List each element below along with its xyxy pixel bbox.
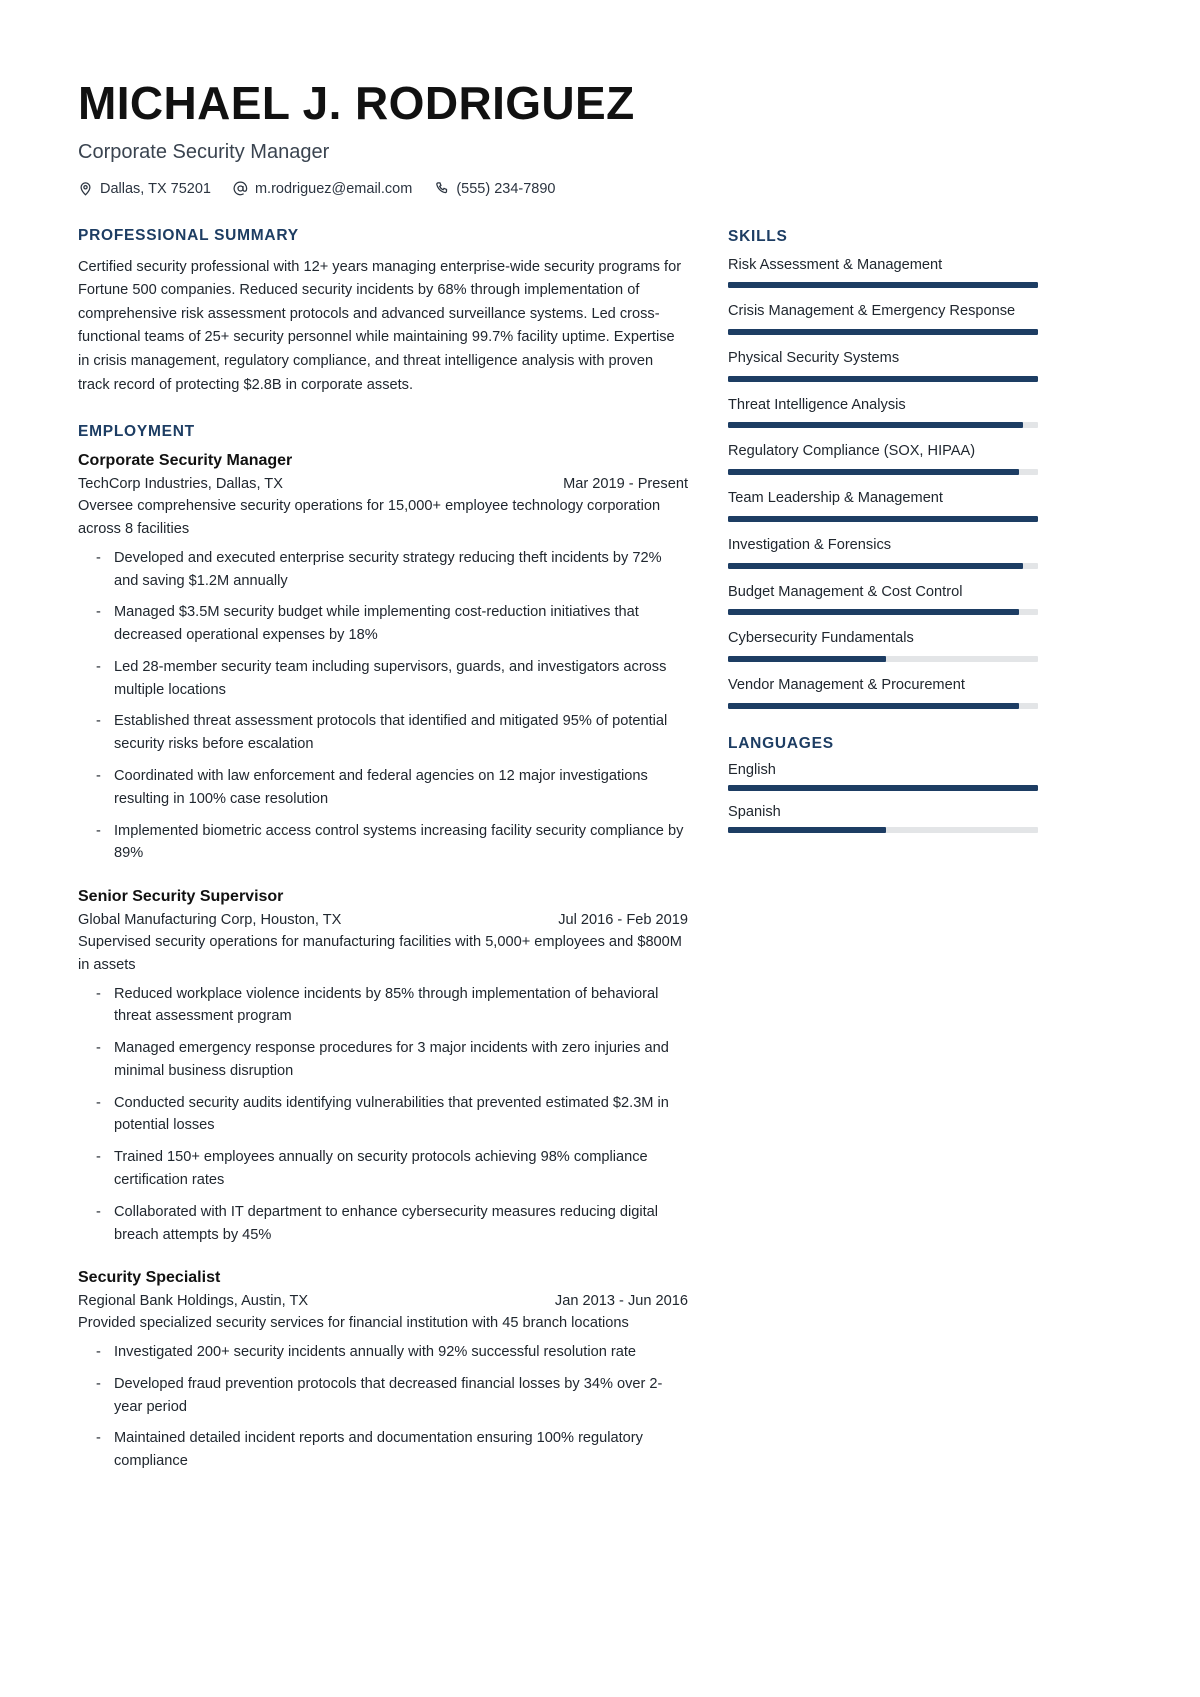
- job-role: Corporate Security Manager: [78, 452, 293, 470]
- skill-level-fill: [728, 469, 1019, 475]
- job-bullet: - Developed and executed enterprise security strategy reducing theft incidents by 72% and saving $1.2M annually: [94, 547, 688, 593]
- job-description: Supervised security operations for manufacturing facilities with 5,000+ employees and $800M in assets: [78, 934, 682, 973]
- language-level-fill: [728, 827, 886, 833]
- job-bullet: - Led 28-member security team including supervisors, guards, and investigators across multiple locations: [94, 656, 688, 702]
- skill-label: Physical Security Systems: [728, 349, 900, 366]
- job-company: Global Manufacturing Corp, Houston, TX: [78, 912, 342, 929]
- sidebar-column: [728, 227, 1038, 859]
- skill-label: Risk Assessment & Management: [728, 256, 943, 273]
- section-professional-summary: [78, 227, 688, 398]
- job-meta: [78, 476, 688, 492]
- skill-level-track: [728, 469, 1038, 475]
- job-bullet: - Managed $3.5M security budget while implementing cost-reduction initiatives that decreased operational expenses by 18%: [94, 601, 688, 647]
- contact-location: [78, 181, 211, 197]
- skill-level-track: [728, 656, 1038, 662]
- skill-label: Regulatory Compliance (SOX, HIPAA): [728, 443, 976, 460]
- section-employment: [78, 423, 688, 1473]
- skill-item: [728, 628, 1038, 662]
- section-title-languages: LANGUAGES: [728, 734, 834, 752]
- language-level-track: [728, 785, 1038, 791]
- summary-text: Certified security professional with 12+ years managing enterprise-wide security programs for Fortune 500 companies. Reduced security incidents by 68% through implementation of comprehensive risk assessment protocols and advanced surveillance systems. Led cross-functional teams of 25+ security personnel while maintaining 99.7% facility uptime. Expertise in crisis management, regulatory compliance, and threat intelligence analysis with proven track record of protecting $2.8B in corporate assets.: [78, 258, 682, 393]
- skill-level-track: [728, 563, 1038, 569]
- skill-level-track: [728, 329, 1038, 335]
- section-title-summary: PROFESSIONAL SUMMARY: [78, 226, 299, 244]
- employment-entry: [78, 452, 688, 865]
- language-label: Spanish: [728, 803, 781, 820]
- job-bullet-list: [78, 1341, 688, 1473]
- skill-label: Crisis Management & Emergency Response: [728, 303, 1016, 320]
- skill-item: [728, 255, 1038, 289]
- job-bullet: - Trained 150+ employees annually on security protocols achieving 98% compliance certification rates: [94, 1146, 688, 1192]
- job-bullet: - Developed fraud prevention protocols that decreased financial losses by 34% over 2-year period: [94, 1373, 688, 1419]
- phone-icon: [434, 181, 449, 196]
- job-bullet: - Investigated 200+ security incidents annually with 92% successful resolution rate: [94, 1341, 688, 1364]
- job-bullet: - Coordinated with law enforcement and federal agencies on 12 major investigations resulting in 100% case resolution: [94, 765, 688, 811]
- contact-location-text: Dallas, TX 75201: [100, 180, 211, 197]
- skill-level-track: [728, 703, 1038, 709]
- language-item: [728, 804, 1038, 833]
- skill-label: Investigation & Forensics: [728, 536, 892, 553]
- skill-level-track: [728, 376, 1038, 382]
- skill-item: [728, 301, 1038, 335]
- skill-level-track: [728, 422, 1038, 428]
- skill-level-track: [728, 282, 1038, 288]
- section-title-employment: EMPLOYMENT: [78, 423, 195, 441]
- job-bullet: - Maintained detailed incident reports and documentation ensuring 100% regulatory compliance: [94, 1427, 688, 1473]
- job-bullet: - Collaborated with IT department to enhance cybersecurity measures reducing digital breach attempts by 45%: [94, 1201, 688, 1247]
- section-languages: [728, 735, 1038, 833]
- job-description: Oversee comprehensive security operations for 15,000+ employee technology corporation across 8 facilities: [78, 498, 661, 538]
- employment-entry: [78, 888, 688, 1246]
- job-meta: [78, 1293, 688, 1309]
- job-bullet: - Conducted security audits identifying vulnerabilities that prevented estimated $2.3M in potential losses: [94, 1092, 688, 1138]
- skill-item: [728, 582, 1038, 616]
- skill-item: [728, 535, 1038, 569]
- skill-item: [728, 488, 1038, 522]
- job-bullet: - Implemented biometric access control systems increasing facility security compliance by 89%: [94, 820, 688, 866]
- skill-level-fill: [728, 376, 1038, 382]
- job-description: Provided specialized security services for financial institution with 45 branch locations: [78, 1315, 629, 1332]
- job-bullet: - Established threat assessment protocols that identified and mitigated 95% of potential security risks before escalation: [94, 710, 688, 756]
- contact-row: [78, 181, 1122, 197]
- job-dates: Mar 2019 - Present: [563, 476, 688, 493]
- candidate-job-title: Corporate Security Manager: [78, 140, 330, 163]
- job-bullet: - Reduced workplace violence incidents by 85% through implementation of behavioral threat assessment program: [94, 983, 688, 1029]
- job-bullet-list: [78, 983, 688, 1247]
- resume-header: [78, 78, 1122, 197]
- skill-level-fill: [728, 282, 1038, 288]
- skill-level-fill: [728, 656, 886, 662]
- skill-level-fill: [728, 422, 1023, 428]
- contact-phone[interactable]: [434, 181, 555, 197]
- skill-item: [728, 675, 1038, 709]
- main-column: [78, 227, 688, 1499]
- language-item: [728, 762, 1038, 791]
- content-columns: [78, 227, 1122, 1499]
- skill-label: Cybersecurity Fundamentals: [728, 630, 914, 647]
- contact-email[interactable]: [233, 181, 412, 197]
- job-bullet-list: [78, 547, 688, 865]
- skill-level-fill: [728, 703, 1019, 709]
- skill-item: [728, 395, 1038, 429]
- section-skills: [728, 228, 1038, 709]
- skill-label: Vendor Management & Procurement: [728, 676, 965, 693]
- contact-phone-text: (555) 234-7890: [456, 180, 556, 197]
- email-at-icon: [233, 181, 248, 196]
- candidate-name: MICHAEL J. RODRIGUEZ: [78, 77, 635, 129]
- job-dates: Jul 2016 - Feb 2019: [558, 912, 688, 929]
- skill-item: [728, 441, 1038, 475]
- skill-item: [728, 348, 1038, 382]
- skill-level-track: [728, 609, 1038, 615]
- skill-level-fill: [728, 329, 1038, 335]
- skill-level-track: [728, 516, 1038, 522]
- skill-level-fill: [728, 609, 1019, 615]
- job-dates: Jan 2013 - Jun 2016: [554, 1293, 688, 1310]
- job-company: TechCorp Industries, Dallas, TX: [78, 476, 283, 493]
- skill-label: Team Leadership & Management: [728, 490, 943, 507]
- job-meta: [78, 912, 688, 928]
- section-title-skills: SKILLS: [728, 227, 788, 245]
- job-bullet: - Managed emergency response procedures for 3 major incidents with zero injuries and minimal business disruption: [94, 1037, 688, 1083]
- job-role: Senior Security Supervisor: [78, 888, 284, 906]
- skill-label: Threat Intelligence Analysis: [728, 396, 906, 413]
- employment-entry: [78, 1269, 688, 1473]
- language-level-fill: [728, 785, 1038, 791]
- language-level-track: [728, 827, 1038, 833]
- skill-label: Budget Management & Cost Control: [728, 583, 963, 600]
- skill-level-fill: [728, 516, 1038, 522]
- contact-email-text: m.rodriguez@email.com: [254, 180, 413, 197]
- job-role: Security Specialist: [78, 1269, 221, 1287]
- job-company: Regional Bank Holdings, Austin, TX: [78, 1293, 309, 1310]
- location-pin-icon: [78, 181, 93, 196]
- skill-level-fill: [728, 563, 1023, 569]
- language-label: English: [728, 761, 776, 778]
